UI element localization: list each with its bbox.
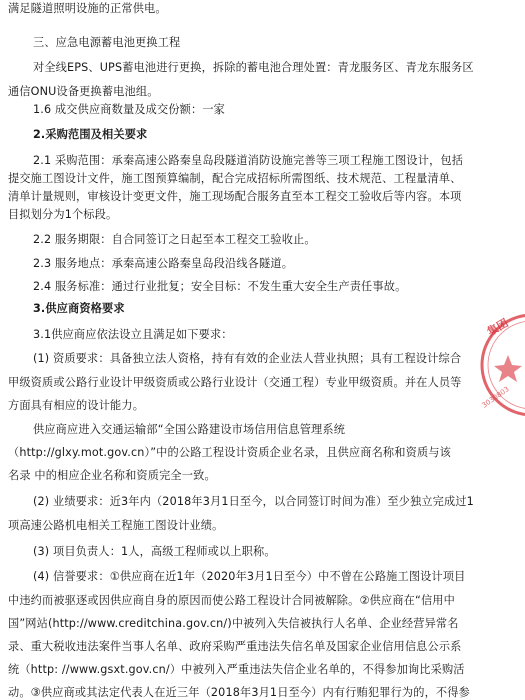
text-line: 供应商应进入交通运输部“全国公路建设市场信用信息管理系统	[33, 423, 346, 436]
text-line: 3.1供应商应依法设立且满足如下要求：	[33, 328, 233, 341]
section-heading: 三、应急电源蓄电池更换工程	[33, 36, 181, 49]
red-seal-stamp	[470, 310, 525, 420]
text-line: 国”网站(http://www.creditchina.gov.cn/)中被列入失信被执行人名单、企业经营异常名	[8, 617, 459, 630]
section-heading: 3.供应商资格要求	[33, 302, 125, 315]
text-line: 动。③供应商或其法定代表人在近三年（2018年3月1日至今）内有行贿犯罪行为的，不得参	[8, 686, 470, 699]
seal-number: 3030803	[480, 385, 511, 410]
text-line: (1) 资质要求：具备独立法人资格，持有有效的企业法人营业执照；具有工程设计综合	[33, 352, 462, 365]
section-heading: 2.采购范围及相关要求	[33, 128, 148, 141]
text-line: 通信ONU设备更换蓄电池组。	[8, 85, 159, 98]
text-line: 甲级资质或公路行业设计甲级资质或公路行业设计（交通工程）专业甲级资质。并在人员等	[8, 376, 462, 389]
text-line: 统（http: //www.gsxt.gov.cn/）中被列入严重违法失信企业名单的，不得参加询比采购活	[8, 663, 465, 676]
text-line: 2.3 服务地点：承秦高速公路秦皇岛段沿线各隧道。	[33, 257, 294, 270]
text-line: (3) 项目负责人：1人，高级工程师或以上职称。	[33, 545, 276, 558]
text-line: 中违约而被驱逐或因供应商自身的原因而使公路工程设计合同被解除。②供应商在“信用中	[8, 594, 455, 607]
text-line: 2.2 服务期限：自合同签订之日起至本工程交工验收止。	[33, 233, 316, 246]
text-line: 录、重大税收违法案件当事人名单、政府采购严重违法失信名单及国家企业信用信息公示系	[8, 640, 462, 653]
text-line: (4) 信誉要求：①供应商在近1年（2020年3月1日至今）中不曾在公路施工图设计项目	[33, 570, 466, 583]
text-line: 提交施工图设计文件，施工图预算编制，配合完成招标所需图纸、技术规范、工程量清单、	[8, 172, 462, 185]
text-line: 清单计量规则，审核设计变更文件，施工现场配合服务直至本工程交工验收后等内容。本项	[8, 190, 462, 203]
text-line: 方面具有相应的设计能力。	[8, 399, 145, 412]
text-line: 2.1 采购范围：承秦高速公路秦皇岛段隧道消防设施完善等三项工程施工图设计，包括	[33, 154, 464, 167]
text-line: 1.6 成交供应商数量及成交份额：一家	[33, 103, 226, 116]
text-line: 项高速公路机电相关工程施工图设计业绩。	[8, 519, 224, 532]
text-line: 对全线EPS、UPS蓄电池进行更换，拆除的蓄电池合理处置：青龙服务区、青龙东服务区	[33, 61, 474, 74]
text-line: 目拟划分为1个标段。	[8, 208, 118, 221]
text-line: 2.4 服务标准：通过行业批复；安全目标：不发生重大安全生产责任事故。	[33, 280, 407, 293]
text-line: （http://glxy.mot.gov.cn）”中的公路工程设计资质企业名录，且供应商名称和资质与该	[8, 446, 451, 459]
text-line: 名录 中的相应企业名称和资质完全一致。	[8, 469, 216, 482]
text-line: (2) 业绩要求：近3年内（2018年3月1日至今，以合同签订时间为准）至少独立完成过1	[33, 495, 474, 508]
text-line: 满足隧道照明设施的正常供电。	[8, 2, 167, 15]
seal-text: 集团	[485, 316, 511, 339]
